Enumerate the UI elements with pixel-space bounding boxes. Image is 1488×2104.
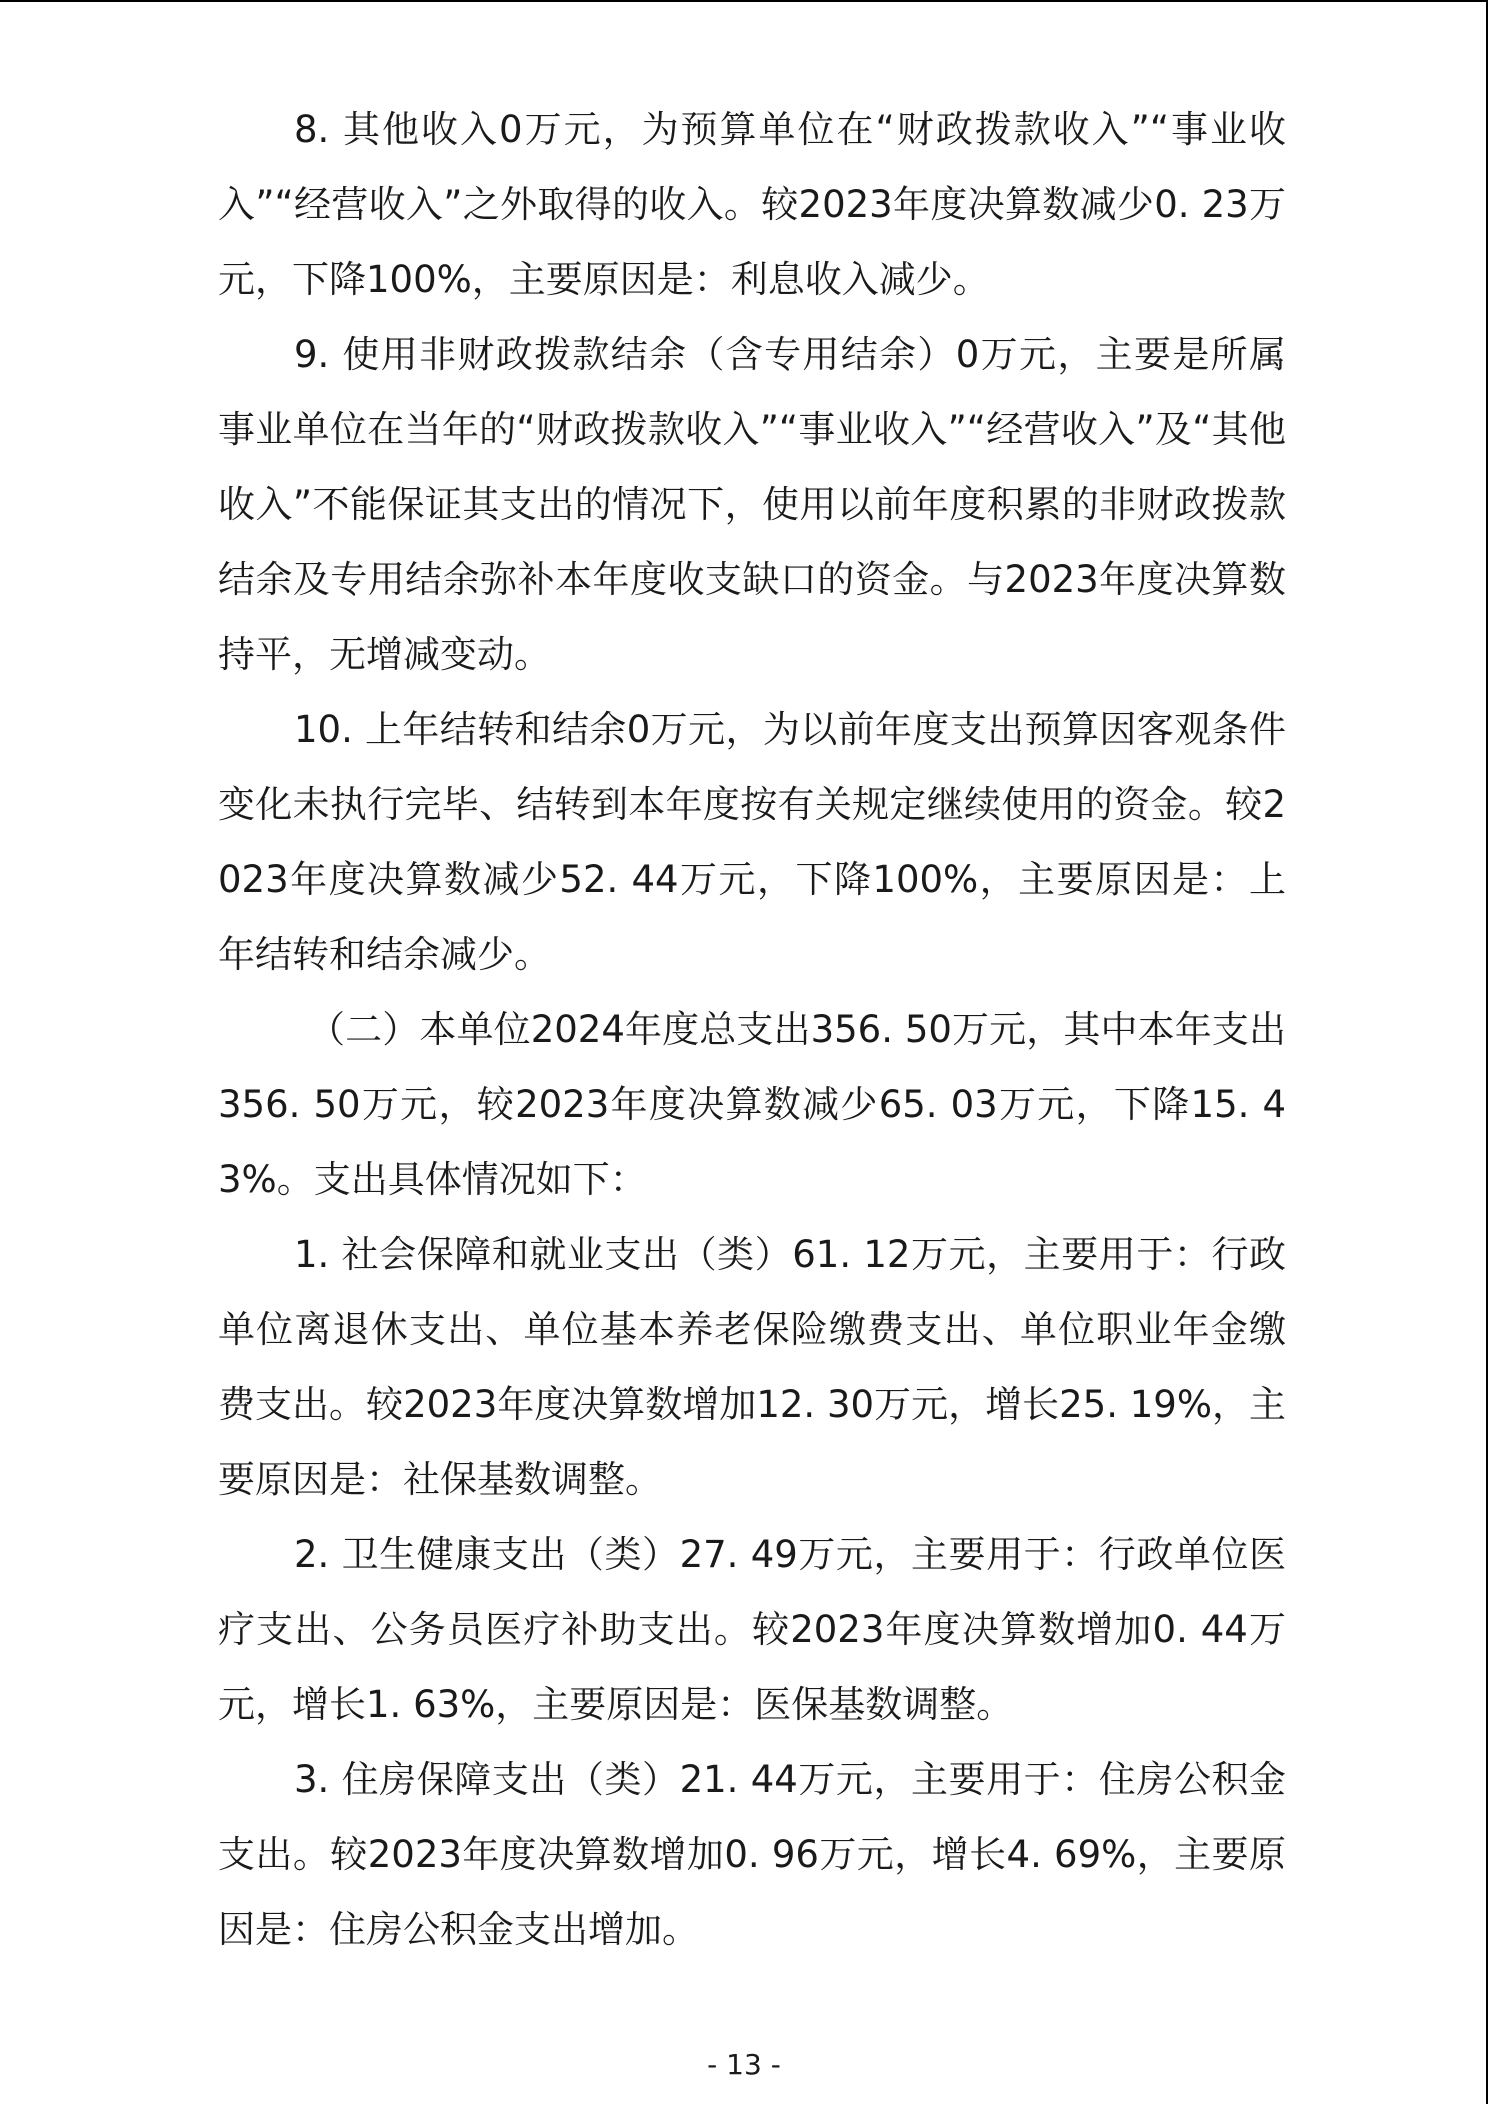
- paragraph-non-fiscal-balance: 9. 使用非财政拨款结余（含专用结余）0万元，主要是所属事业单位在当年的“财政拨款收入”“事业收入”“经营收入”及“其他收入”不能保证其支出的情况下，使用以前年度积累的非财政拨款结余及专用结余弥补本年度收支缺口的资金。与2023年度决算数持平，无增减变动。: [218, 333, 1286, 676]
- page-top-border: [0, 0, 1488, 2]
- document-body: [218, 92, 1286, 1967]
- paragraph-health-expenditure: 2. 卫生健康支出（类）27. 49万元，主要用于：行政单位医疗支出、公务员医疗补助支出。较2023年度决算数增加0. 44万元，增长1. 63%，主要原因是：医保基数调整。: [218, 1533, 1286, 1726]
- paragraph-other-income: 8. 其他收入0万元，为预算单位在“财政拨款收入”“事业收入”“经营收入”之外取得的收入。较2023年度决算数减少0. 23万元，下降100%，主要原因是：利息收入减少。: [218, 108, 1286, 301]
- paragraph-prior-year-carryover: 10. 上年结转和结余0万元，为以前年度支出预算因客观条件变化未执行完毕、结转到本年度按有关规定继续使用的资金。较2023年度决算数减少52. 44万元，下降100%，主要原因是：上年结转和结余减少。: [218, 708, 1286, 976]
- paragraph-social-security-expenditure: 1. 社会保障和就业支出（类）61. 12万元，主要用于：行政单位离退休支出、单位基本养老保险缴费支出、单位职业年金缴费支出。较2023年度决算数增加12. 30万元，增长25. 19%，主要原因是：社保基数调整。: [218, 1233, 1286, 1501]
- page-number: - 13 -: [707, 2048, 781, 2081]
- paragraph-total-expenditure: （二）本单位2024年度总支出356. 50万元，其中本年支出356. 50万元，较2023年度决算数减少65. 03万元，下降15. 43%。支出具体情况如下：: [218, 1008, 1286, 1201]
- paragraph-housing-expenditure: 3. 住房保障支出（类）21. 44万元，主要用于：住房公积金支出。较2023年度决算数增加0. 96万元，增长4. 69%，主要原因是：住房公积金支出增加。: [218, 1758, 1286, 1951]
